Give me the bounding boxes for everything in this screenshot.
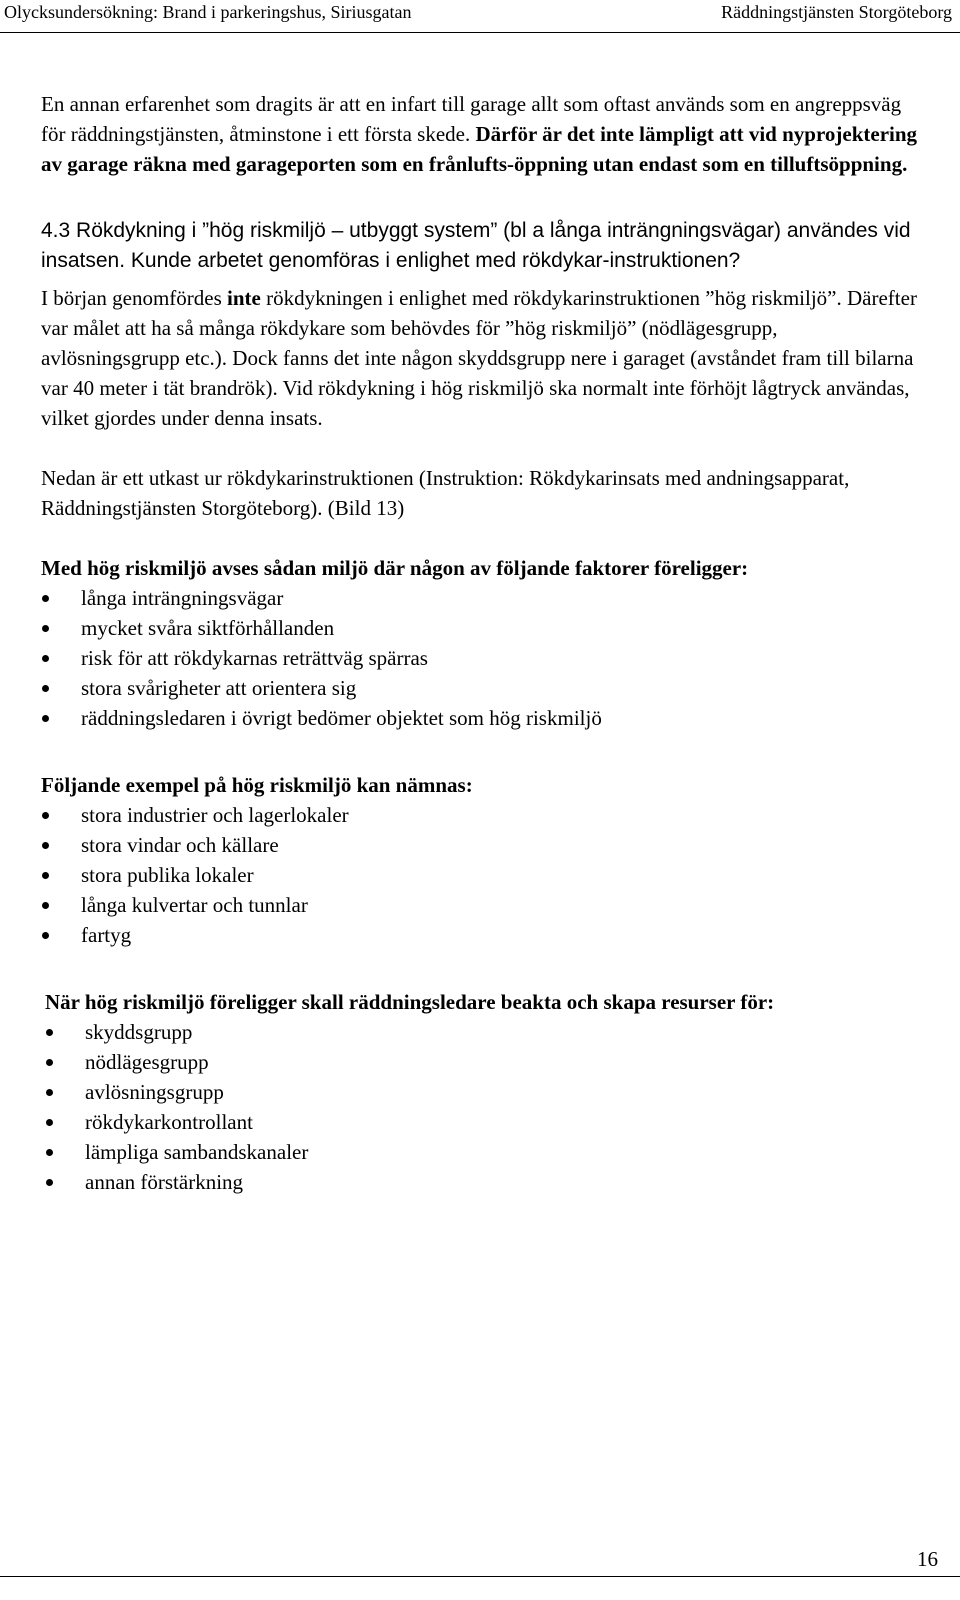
list-item: skyddsgrupp [45, 1017, 921, 1047]
bullet-icon [42, 655, 49, 662]
list-item: rökdykarkontrollant [45, 1107, 921, 1137]
bullet-icon [46, 1179, 53, 1186]
organization-name: Räddningstjänsten Storgöteborg [721, 2, 952, 22]
bullet-icon [46, 1089, 53, 1096]
list-item: långa kulvertar och tunnlar [41, 890, 921, 920]
section-heading: 4.3 Rökdykning i ”hög riskmiljö – utbyggt system” (bl a långa inträngningsvägar) användes vid insatsen. Kunde arbetet genomföras i enlighet med rökdykar-instruktionen? [41, 219, 911, 272]
bullet-icon [42, 902, 49, 909]
examples-heading: Följande exempel på hög riskmiljö kan nämnas: [41, 773, 473, 797]
answer-paragraph [41, 283, 921, 433]
bullet-icon [46, 1119, 53, 1126]
excerpt-note: Nedan är ett utkast ur rökdykarinstruktionen (Instruktion: Rökdykarinsats med andningsapparat, Räddningstjänsten Storgöteborg). (Bild 13) [41, 466, 850, 520]
bullet-icon [42, 812, 49, 819]
list-item: stora vindar och källare [41, 830, 921, 860]
footer-divider [0, 1576, 960, 1577]
list-item: fartyg [41, 920, 921, 950]
list-item: risk för att rökdykarnas reträttväg spärras [41, 643, 921, 673]
list-item: stora svårigheter att orientera sig [41, 673, 921, 703]
bullet-icon [42, 685, 49, 692]
resources-section [45, 987, 921, 1197]
factors-list [41, 583, 921, 733]
resources-heading: När hög riskmiljö föreligger skall räddningsledare beakta och skapa resurser för: [45, 990, 775, 1014]
header-divider [0, 32, 960, 33]
bullet-icon [42, 872, 49, 879]
bullet-icon [42, 715, 49, 722]
page-number: 16 [917, 1547, 938, 1571]
list-item: stora publika lokaler [41, 860, 921, 890]
bullet-icon [46, 1029, 53, 1036]
document-title: Olycksundersökning: Brand i parkeringshus, Siriusgatan [4, 2, 412, 22]
bullet-icon [42, 595, 49, 602]
answer-text-rest: rökdykningen i enlighet med rökdykarinstruktionen ”hög riskmiljö”. Därefter var målet att ha så många rökdykare som behövdes för ”hög riskmiljö” (nödlägesgrupp, avlösningsgrupp etc.). Dock fanns det inte någon skyddsgrupp nere i garaget (avståndet fram till bilarna var 40 meter i tät brandrök). Vid rökdykning i hög riskmiljö ska normalt inte förhöjt lågtryck användas, vilket gjordes under denna insats. [41, 286, 917, 430]
answer-bold-word: inte [227, 286, 261, 310]
list-item: annan förstärkning [45, 1167, 921, 1197]
resources-list [45, 1017, 921, 1197]
intro-bold-text: Därför är det inte lämpligt att vid nyprojektering av garage räkna med garageporten som en frånlufts-öppning utan endast som en tilluftsöppning. [41, 122, 918, 176]
bullet-icon [42, 932, 49, 939]
list-item: mycket svåra siktförhållanden [41, 613, 921, 643]
page-content [41, 89, 921, 1197]
list-item: långa inträngningsvägar [41, 583, 921, 613]
list-item: nödlägesgrupp [45, 1047, 921, 1077]
intro-paragraph [41, 89, 921, 179]
list-item: avlösningsgrupp [45, 1077, 921, 1107]
list-item: lämpliga sambandskanaler [45, 1137, 921, 1167]
bullet-icon [46, 1149, 53, 1156]
intro-text: En annan erfarenhet som dragits är att en infart till garage allt som oftast används som en angreppsväg för räddningstjänsten, åtminstone i ett första skede. [41, 92, 902, 146]
list-item: stora industrier och lagerlokaler [41, 800, 921, 830]
factors-heading: Med hög riskmiljö avses sådan miljö där någon av följande faktorer föreligger: [41, 556, 749, 580]
answer-text-start: I början genomfördes [41, 286, 228, 310]
bullet-icon [46, 1059, 53, 1066]
bullet-icon [42, 625, 49, 632]
examples-section [41, 770, 921, 950]
page-header [0, 0, 960, 40]
examples-list [41, 800, 921, 950]
list-item: räddningsledaren i övrigt bedömer objektet som hög riskmiljö [41, 703, 921, 733]
factors-section [41, 553, 921, 733]
bullet-icon [42, 842, 49, 849]
